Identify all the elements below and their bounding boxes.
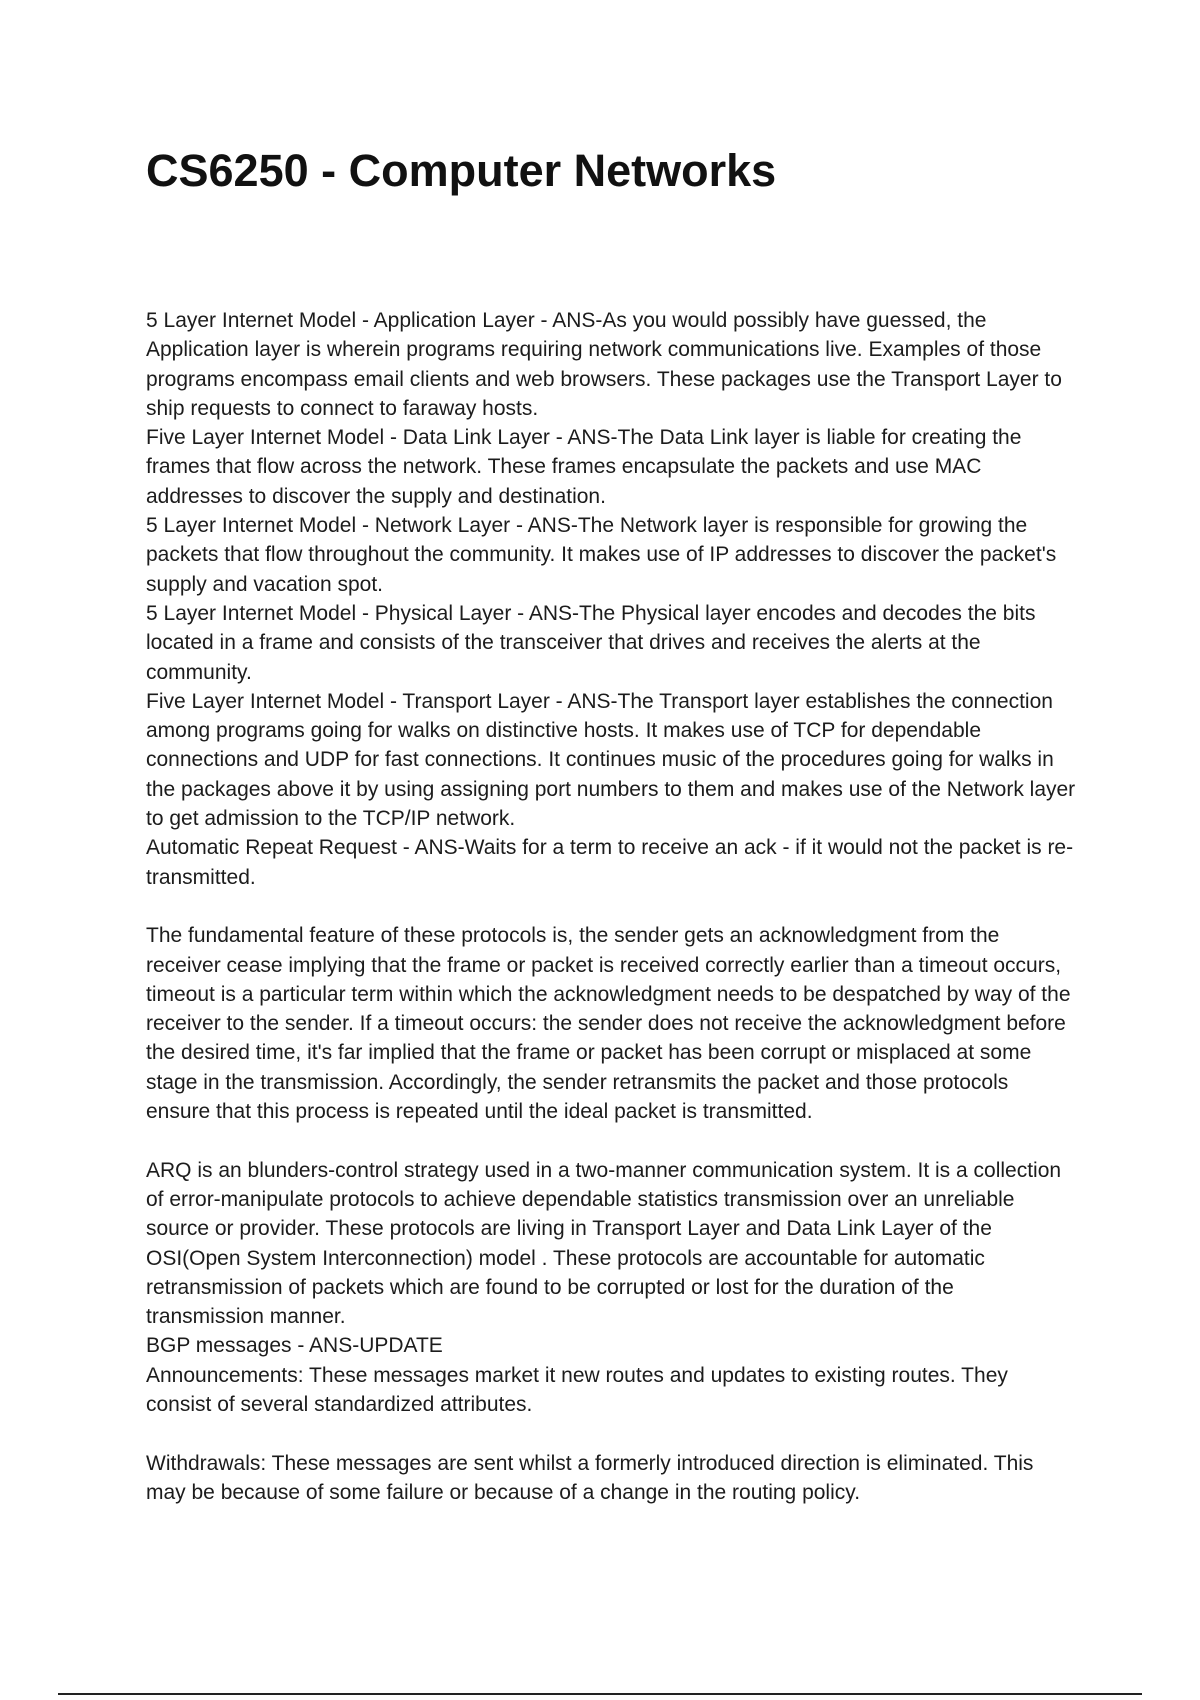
- footer-divider: [58, 1693, 1142, 1695]
- paragraph-arq-feature: The fundamental feature of these protocols is, the sender gets an acknowledgment from the receiver cease implying that the frame or packet is received correctly earlier than a timeout occurs, timeout is a particular term within which the acknowledgment needs to be despatched by way of the receiver to the sender. If a timeout occurs: the sender does not receive the acknowledgment before the desired time, it's far implied that the frame or packet has been corrupt or misplaced at some stage in the transmission. Accordingly, the sender retransmits the packet and those protocols ensure that this process is repeated until the ideal packet is transmitted.: [146, 924, 1071, 1124]
- paragraph-announcements: Announcements: These messages market it new routes and updates to existing routes. They consist of several standardized attributes.: [146, 1363, 1008, 1416]
- page-title: CS6250 - Computer Networks: [146, 145, 777, 196]
- document-body: [146, 306, 1076, 1507]
- paragraph-withdrawals: Withdrawals: These messages are sent whilst a formerly introduced direction is eliminated. This may be because of some failure or because of a change in the routing policy.: [146, 1451, 1034, 1504]
- paragraph-bgp-messages: BGP messages - ANS-UPDATE: [146, 1334, 443, 1358]
- paragraph-physical-layer: 5 Layer Internet Model - Physical Layer - ANS-The Physical layer encodes and decodes the bits located in a frame and consists of the transceiver that drives and receives the alerts at the community.: [146, 601, 1036, 684]
- paragraph-arq-strategy: ARQ is an blunders-control strategy used in a two-manner communication system. It is a collection of error-manipulate protocols to achieve dependable statistics transmission over an unreliable source or provider. These protocols are living in Transport Layer and Data Link Layer of the OSI(Open System Interconnection) model . These protocols are accountable for automatic retransmission of packets which are found to be corrupted or lost for the duration of the transmission manner.: [146, 1158, 1062, 1329]
- paragraph-spacer: [146, 1126, 1076, 1155]
- paragraph-spacer: [146, 1419, 1076, 1448]
- paragraph-application-layer: 5 Layer Internet Model - Application Layer - ANS-As you would possibly have guessed, the Application layer is wherein programs requiring network communications live. Examples of those programs encompass email clients and web browsers. These packages use the Transport Layer to ship requests to connect to faraway hosts.: [146, 309, 1062, 420]
- paragraph-network-layer: 5 Layer Internet Model - Network Layer - ANS-The Network layer is responsible for growing the packets that flow throughout the community. It makes use of IP addresses to discover the packet's supply and vacation spot.: [146, 514, 1057, 596]
- paragraph-spacer: [146, 892, 1076, 921]
- paragraph-data-link-layer: Five Layer Internet Model - Data Link Layer - ANS-The Data Link layer is liable for creating the frames that flow across the network. These frames encapsulate the packets and use MAC addresses to discover the supply and destination.: [146, 426, 1022, 508]
- paragraph-transport-layer: Five Layer Internet Model - Transport Layer - ANS-The Transport layer establishes the connection among programs going for walks on distinctive hosts. It makes use of TCP for dependable connections and UDP for fast connections. It continues music of the procedures going for walks in the packages above it by using assigning port numbers to them and makes use of the Network layer to get admission to the TCP/IP network.: [146, 689, 1076, 831]
- paragraph-arq-definition: Automatic Repeat Request - ANS-Waits for a term to receive an ack - if it would not the packet is re-transmitted.: [146, 836, 1074, 889]
